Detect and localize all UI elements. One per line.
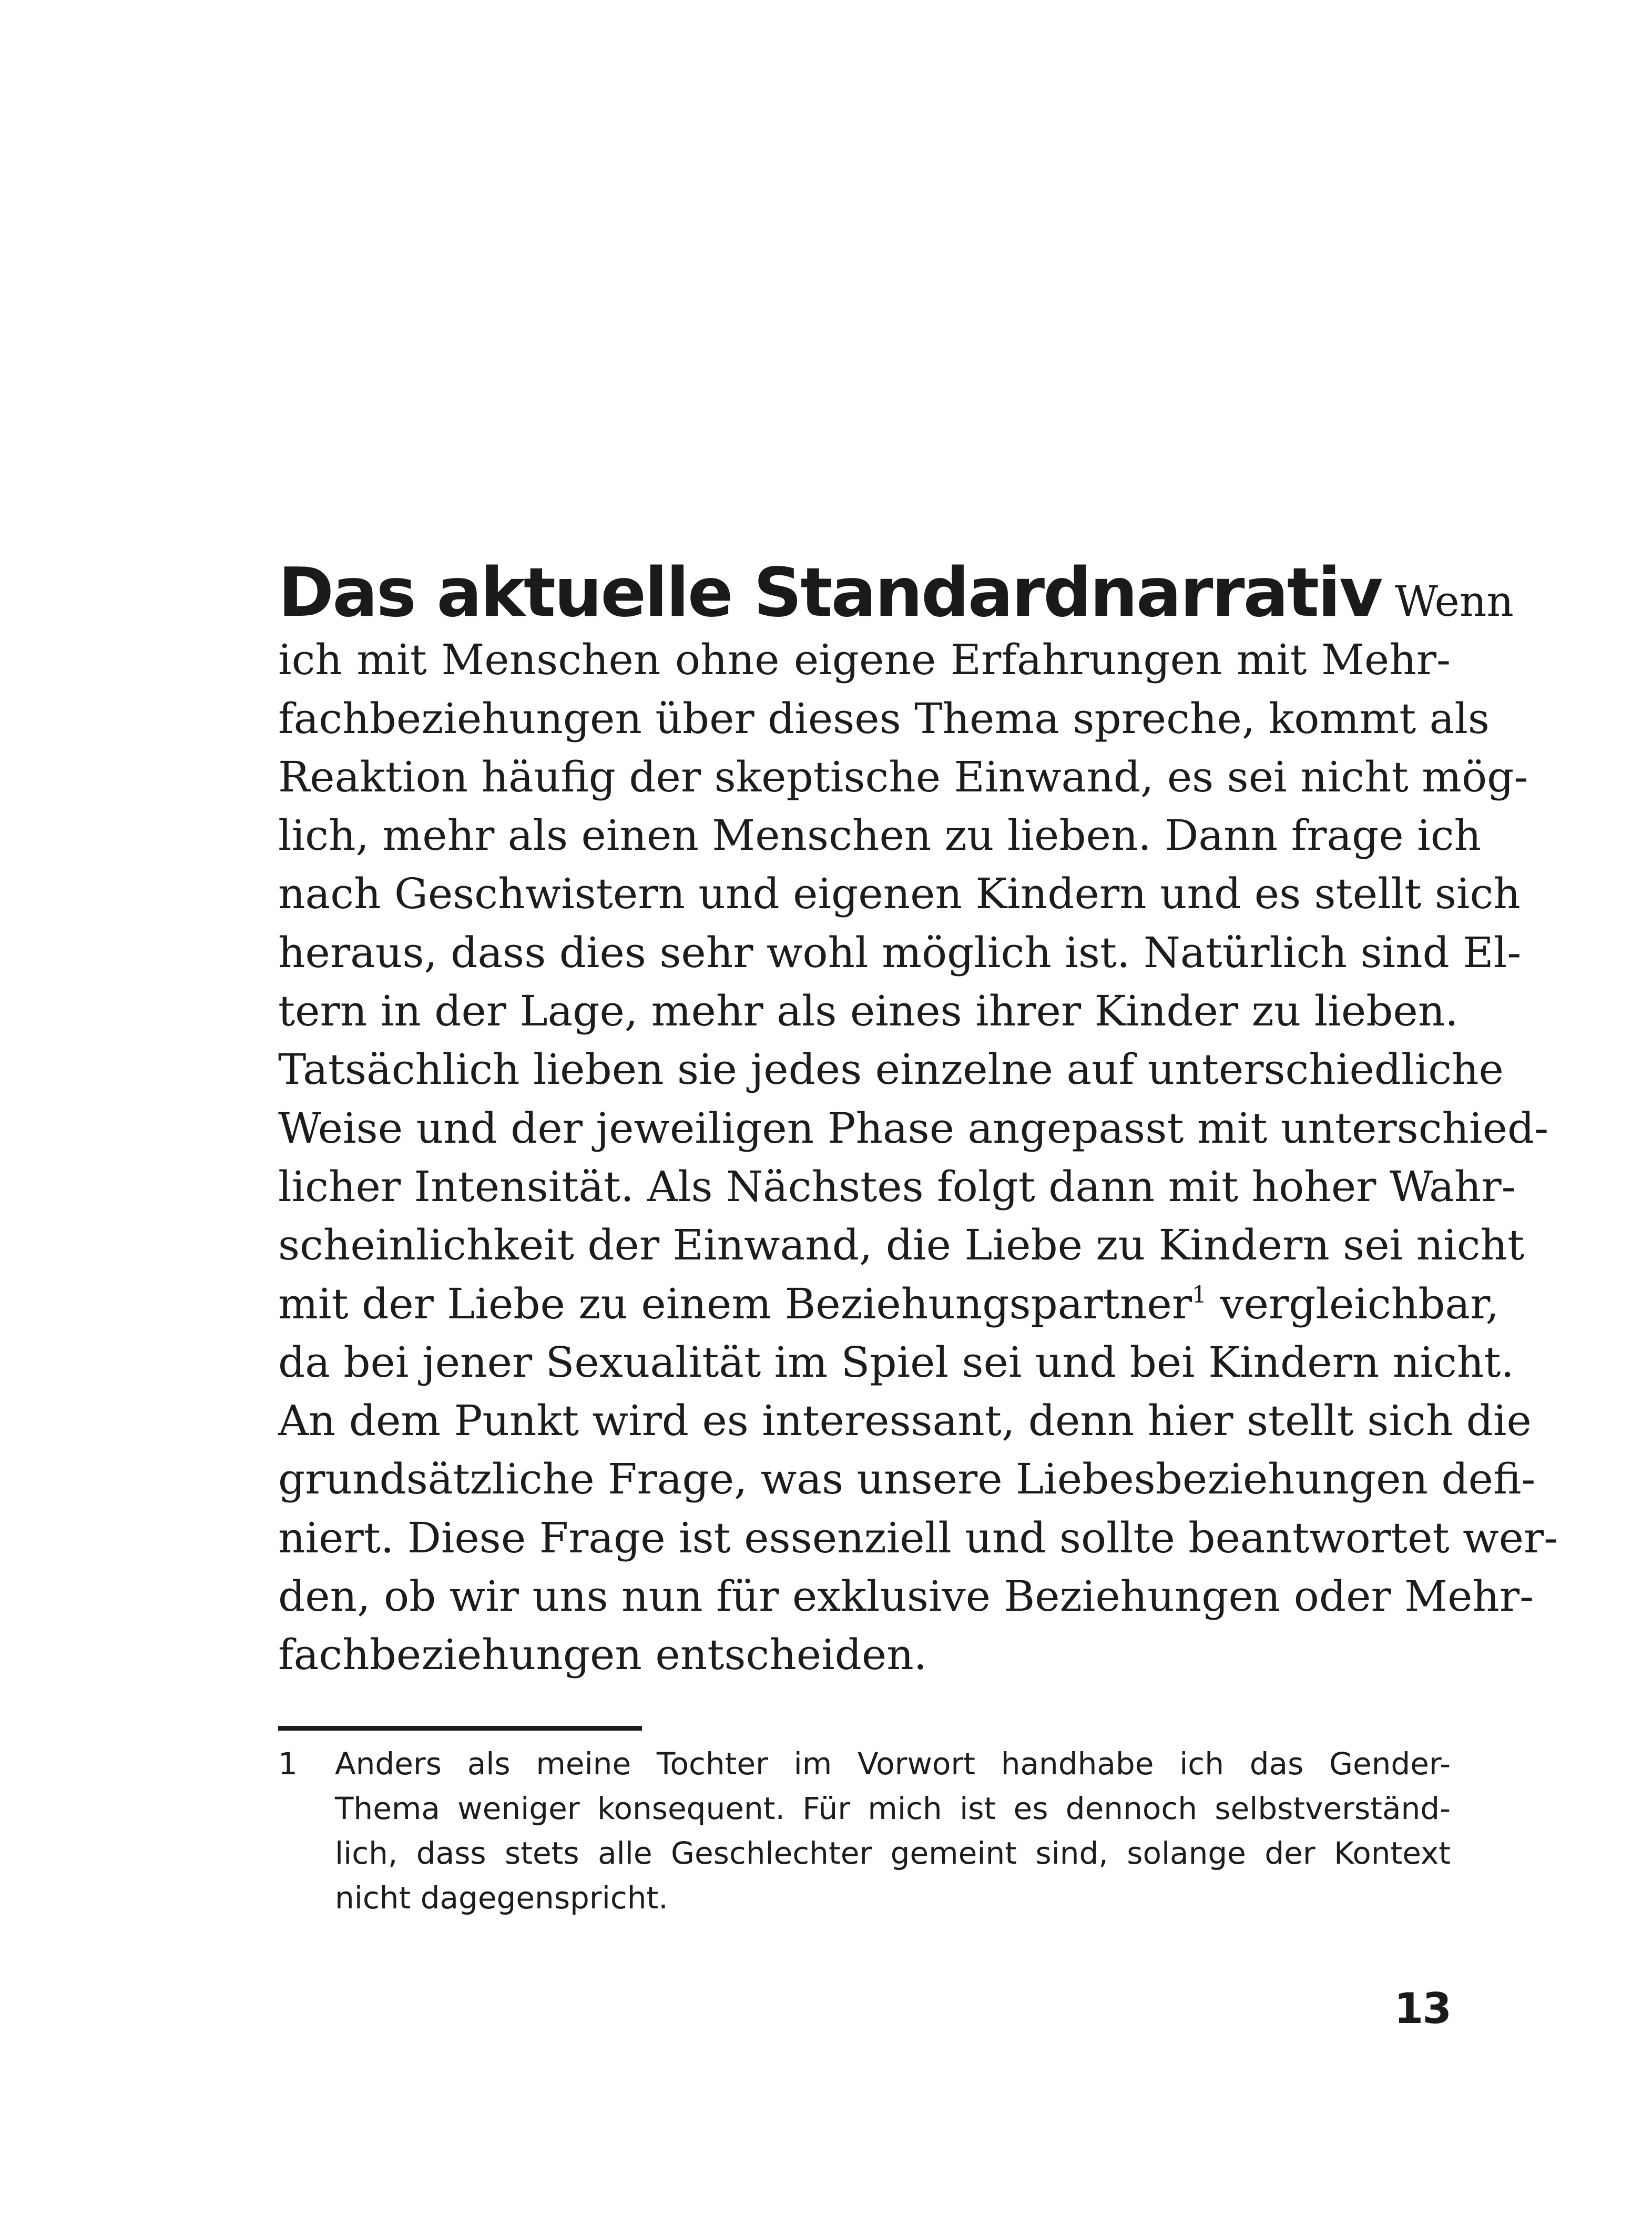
footnote-line: Thema weniger konsequent. Für mich ist es dennoch selbstverständ- (335, 1791, 1451, 1826)
body-line: Weise und der jeweiligen Phase angepasst mit unterschied- (278, 1103, 1549, 1153)
body-line-text: mit der Liebe zu einem Beziehungspartner (278, 1279, 1192, 1328)
body-line-text: Wenn (1394, 577, 1514, 626)
body-line-text: vergleichbar, (1206, 1279, 1499, 1328)
body-paragraph (278, 554, 1558, 1684)
main-text-block (278, 554, 1558, 1684)
body-line (278, 1275, 1499, 1333)
body-line: fachbeziehungen über dieses Thema spreche, kommt als (278, 694, 1490, 743)
footnote (278, 1742, 1451, 1920)
body-line: fachbeziehungen entscheiden. (278, 1630, 927, 1680)
footnote-line: lich, dass stets alle Geschlechter gemeint sind, solange der Kontext (335, 1835, 1451, 1871)
body-line: grundsätzliche Frage, was unsere Liebesbeziehungen defi- (278, 1455, 1536, 1504)
footnote-line: Anders als meine Tochter im Vorwort handhabe ich das Gender- (335, 1746, 1451, 1782)
body-line: ich mit Menschen ohne eigene Erfahrungen mit Mehr- (278, 635, 1451, 685)
body-line: Reaktion häufig der skeptische Einwand, es sei nicht mög- (278, 752, 1528, 801)
body-line: licher Intensität. Als Nächstes folgt dann mit hoher Wahr- (278, 1162, 1516, 1211)
body-line: An dem Punkt wird es interessant, denn hier stellt sich die (278, 1396, 1532, 1446)
footnote-text (335, 1742, 1451, 1920)
footnote-number: 1 (278, 1746, 298, 1782)
body-line: den, ob wir uns nun für exklusive Beziehungen oder Mehr- (278, 1572, 1534, 1621)
body-line: heraus, dass dies sehr wohl möglich ist. Natürlich sind El- (278, 928, 1522, 977)
body-line: Tatsächlich lieben sie jedes einzelne auf unterschiedliche (278, 1045, 1504, 1094)
footnote-divider (278, 1726, 642, 1731)
body-line: niert. Diese Frage ist essenziell und sollte beantwortet wer- (278, 1513, 1558, 1562)
footnote-line: nicht dagegenspricht. (335, 1880, 668, 1916)
body-line: tern in der Lage, mehr als eines ihrer Kinder zu lieben. (278, 987, 1459, 1036)
body-line: da bei jener Sexualität im Spiel sei und bei Kindern nicht. (278, 1337, 1514, 1387)
page-number: 13 (1394, 1984, 1451, 2033)
body-line: lich, mehr als einen Menschen zu lieben. Dann frage ich (278, 811, 1482, 860)
section-heading: Das aktuelle Standardnarrativ (278, 554, 1382, 632)
body-line (278, 554, 1514, 632)
footnote-reference[interactable]: 1 (1191, 1281, 1207, 1308)
body-line: nach Geschwistern und eigenen Kindern und es stellt sich (278, 869, 1521, 919)
body-line: scheinlichkeit der Einwand, die Liebe zu Kindern sei nicht (278, 1221, 1525, 1270)
